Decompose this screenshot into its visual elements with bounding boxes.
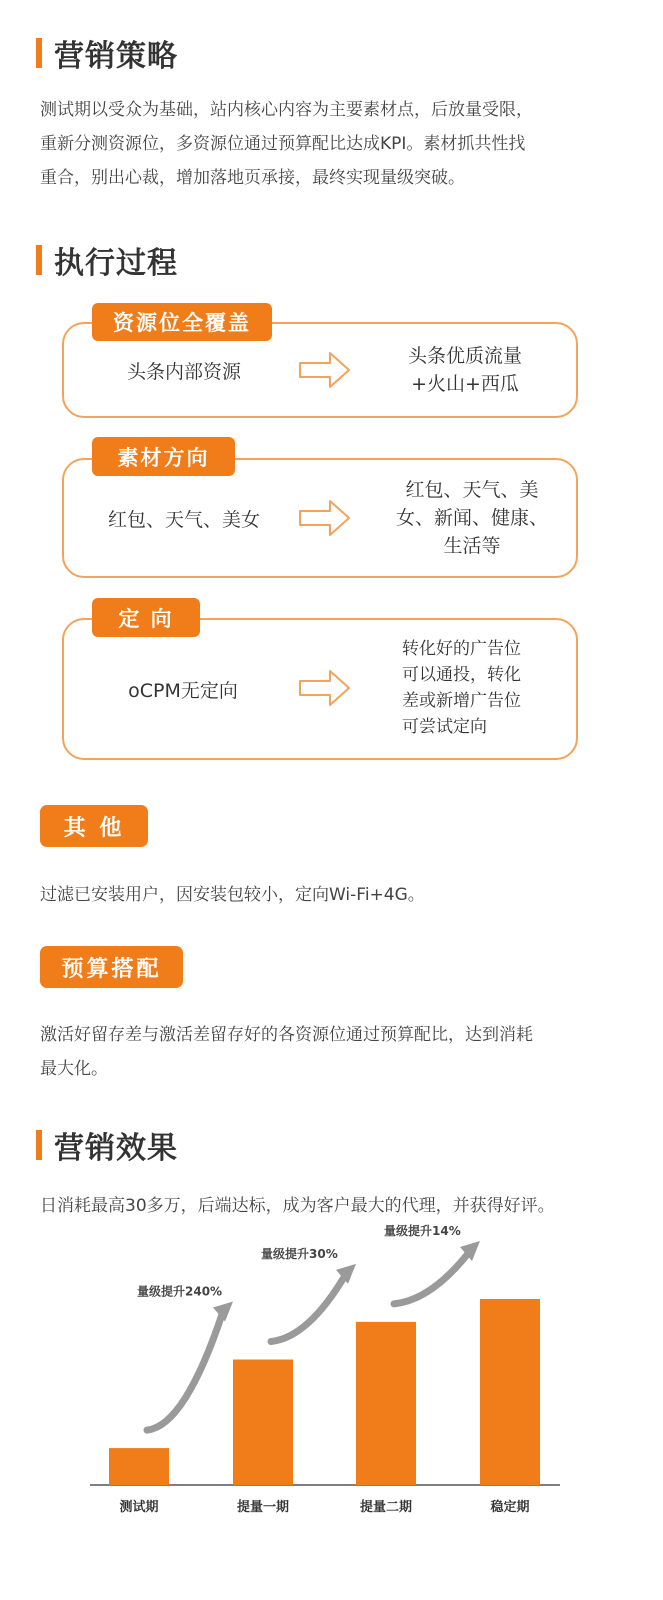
strategy-paragraph — [40, 93, 625, 195]
flow-right-line: 头条优质流量 — [407, 345, 522, 367]
process-title: 执行过程 — [54, 246, 178, 281]
x-tick-label: 提量一期 — [236, 1500, 290, 1515]
chart-bar — [233, 1360, 293, 1485]
flow-right-resource — [385, 342, 545, 398]
strategy-heading — [36, 36, 178, 74]
growth-arrow-icon — [394, 1251, 470, 1304]
flow-right-line: 差或新增广告位 — [402, 691, 521, 711]
right-arrow-icon — [298, 498, 352, 538]
strategy-line-2: 重新分测资源位，多资源位通过预算配比达成KPI。素材抓共性找 — [40, 134, 526, 154]
x-tick-label: 测试期 — [119, 1500, 159, 1515]
growth-arrowhead-icon — [213, 1302, 233, 1322]
strategy-line-3: 重合，别出心裁，增加落地页承接，最终实现量级突破。 — [40, 168, 465, 188]
x-tick-label: 提量二期 — [359, 1500, 413, 1515]
budget-tag: 预算搭配 — [40, 946, 183, 988]
heading-accent-bar — [36, 245, 42, 275]
process-heading — [36, 243, 178, 281]
effect-text: 日消耗最高30多万，后端达标，成为客户最大的代理，并获得好评。 — [40, 1196, 555, 1216]
flow-tag-resource: 资源位全覆盖 — [92, 303, 272, 341]
other-text: 过滤已安装用户，因安装包较小，定向Wi-Fi+4G。 — [40, 885, 425, 905]
chart-bar — [109, 1448, 169, 1485]
strategy-title: 营销策略 — [54, 39, 178, 74]
budget-line-2: 最大化。 — [40, 1059, 108, 1079]
flow-right-line: 女、新闻、健康、 — [395, 507, 548, 529]
flow-right-line: 红包、天气、美 — [405, 479, 539, 501]
flow-right-line: +火山+西瓜 — [411, 373, 519, 395]
flow-tag-targeting: 定 向 — [92, 598, 200, 637]
growth-arrow-icon — [147, 1312, 223, 1431]
flow-right-line: 可以通投，转化 — [402, 665, 521, 685]
growth-bar-chart — [0, 1224, 663, 1535]
growth-arrow-icon — [271, 1274, 346, 1342]
budget-paragraph — [40, 1018, 625, 1086]
x-tick-label: 稳定期 — [490, 1500, 530, 1515]
flow-right-line: 转化好的广告位 — [402, 639, 521, 659]
effect-title: 营销效果 — [54, 1131, 178, 1166]
right-arrow-icon — [298, 350, 352, 390]
heading-accent-bar — [36, 1130, 42, 1160]
chart-bar — [356, 1322, 416, 1485]
flow-right-line: 可尝试定向 — [402, 717, 487, 737]
flow-right-material — [392, 476, 552, 560]
chart-bar — [480, 1299, 540, 1485]
heading-accent-bar — [36, 38, 42, 68]
flow-right-targeting — [402, 636, 552, 740]
flow-tag-material: 素材方向 — [92, 437, 235, 476]
flow-left-targeting: oCPM无定向 — [128, 680, 238, 702]
growth-annotation: 量级提升240% — [137, 1284, 223, 1299]
strategy-line-1: 测试期以受众为基础，站内核心内容为主要素材点，后放量受限， — [40, 100, 533, 120]
right-arrow-icon — [298, 668, 352, 708]
flow-right-line: 生活等 — [443, 535, 501, 557]
budget-line-1: 激活好留存差与激活差留存好的各资源位通过预算配比，达到消耗 — [40, 1025, 533, 1045]
growth-annotation: 量级提升30% — [261, 1246, 338, 1261]
growth-annotation: 量级提升14% — [384, 1224, 461, 1238]
flow-left-resource: 头条内部资源 — [126, 361, 241, 383]
flow-left-material: 红包、天气、美女 — [107, 509, 260, 531]
effect-heading — [36, 1128, 178, 1166]
other-tag: 其 他 — [40, 805, 148, 847]
